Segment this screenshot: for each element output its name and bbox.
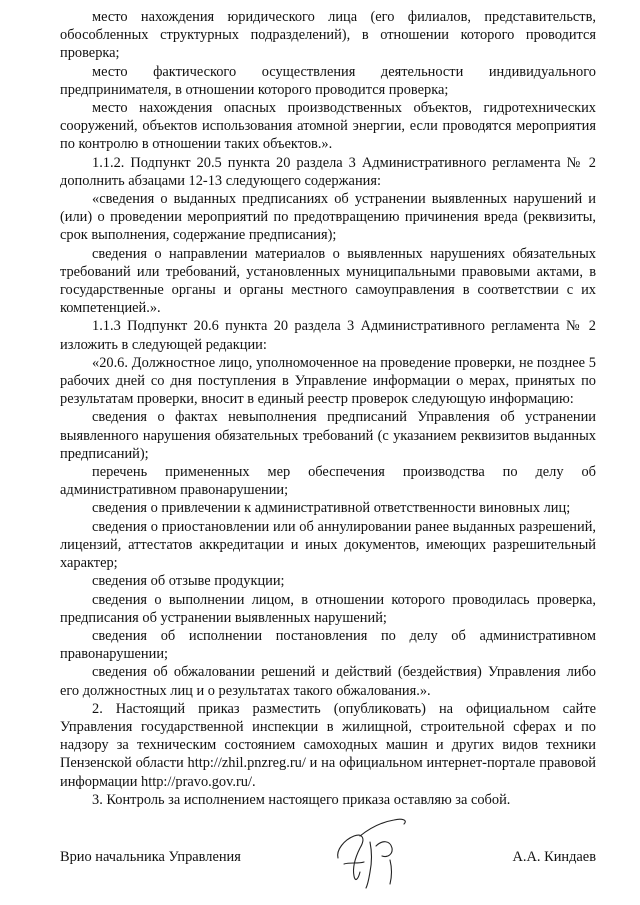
paragraph: сведения о выполнении лицом, в отношении которого проводилась проверка, предписания об устранении выявленных нарушений; xyxy=(60,591,596,626)
paragraph: сведения об обжаловании решений и действий (бездействия) Управления либо его должностных лиц и о результатах такого обжалования.». xyxy=(60,664,596,699)
paragraph: «сведения о выданных предписаниях об устранении выявленных нарушений и (или) о проведении мероприятий по предотвращению причинения вреда (реквизиты, срок выполнения, содержание предписания); xyxy=(60,191,596,244)
paragraph: 2. Настоящий приказ разместить (опубликовать) на официальном сайте Управления государственной инспекции в жилищной, строительной сферах и по надзору за техническим состоянием самоходных машин и других видов техники Пензенской области http://zhil.pnzreg.ru/ и на официальном интернет-портале правовой информации http://pravo.gov.ru/. xyxy=(60,700,596,790)
signatory-name: А.А. Киндаев xyxy=(512,849,596,865)
paragraph: место нахождения опасных производственных объектов, гидротехнических сооружений, объектов использования атомной энергии, если проводятся мероприятия по контролю в отношении таких объектов.». xyxy=(60,100,596,153)
paragraph: сведения о направлении материалов о выявленных нарушениях обязательных требований или требований, установленных муниципальными правовыми актами, в государственные органы и органы местного самоуправления в соответствии с их компетенцией.». xyxy=(60,245,596,317)
paragraph: сведения о привлечении к административной ответственности виновных лиц; xyxy=(92,500,571,517)
paragraph: 3. Контроль за исполнением настоящего приказа оставляю за собой. xyxy=(92,791,511,808)
paragraph: сведения о приостановлении или об аннулировании ранее выданных разрешений, лицензий, аттестатов аккредитации и иных документов, имеющих разрешительный характер; xyxy=(60,518,596,572)
signature-block xyxy=(60,848,596,868)
paragraph: сведения о фактах невыполнения предписаний Управления об устранении выявленного нарушения обязательных требований (с указанием реквизитов выданных предписаний); xyxy=(60,409,596,462)
signatory-title: Врио начальника Управления xyxy=(60,849,241,865)
paragraph: «20.6. Должностное лицо, уполномоченное на проведение проверки, не позднее 5 рабочих дней со дня поступления в Управление информации о мерах, принятых по результатам проверки, вносит в единый реестр проверок следующую информацию: xyxy=(60,354,596,408)
paragraph: перечень примененных мер обеспечения производства по делу об административном правонарушении; xyxy=(60,464,596,499)
paragraph: сведения об отзыве продукции; xyxy=(92,573,285,590)
paragraph: сведения об исполнении постановления по делу об административном правонарушении; xyxy=(60,627,596,663)
paragraph: 1.1.2. Подпункт 20.5 пункта 20 раздела 3 Административного регламента № 2 дополнить абзацами 12-13 следующего содержания: xyxy=(60,154,596,189)
paragraph: место нахождения юридического лица (его филиалов, представительств, обособленных структурных подразделений), в отношении которого проводится проверка; xyxy=(60,9,596,62)
document-body xyxy=(60,8,596,809)
paragraph: 1.1.3 Подпункт 20.6 пункта 20 раздела 3 Административного регламента № 2 изложить в следующей редакции: xyxy=(60,318,596,353)
paragraph: место фактического осуществления деятельности индивидуального предпринимателя, в отношении которого проводится проверка; xyxy=(60,63,596,98)
